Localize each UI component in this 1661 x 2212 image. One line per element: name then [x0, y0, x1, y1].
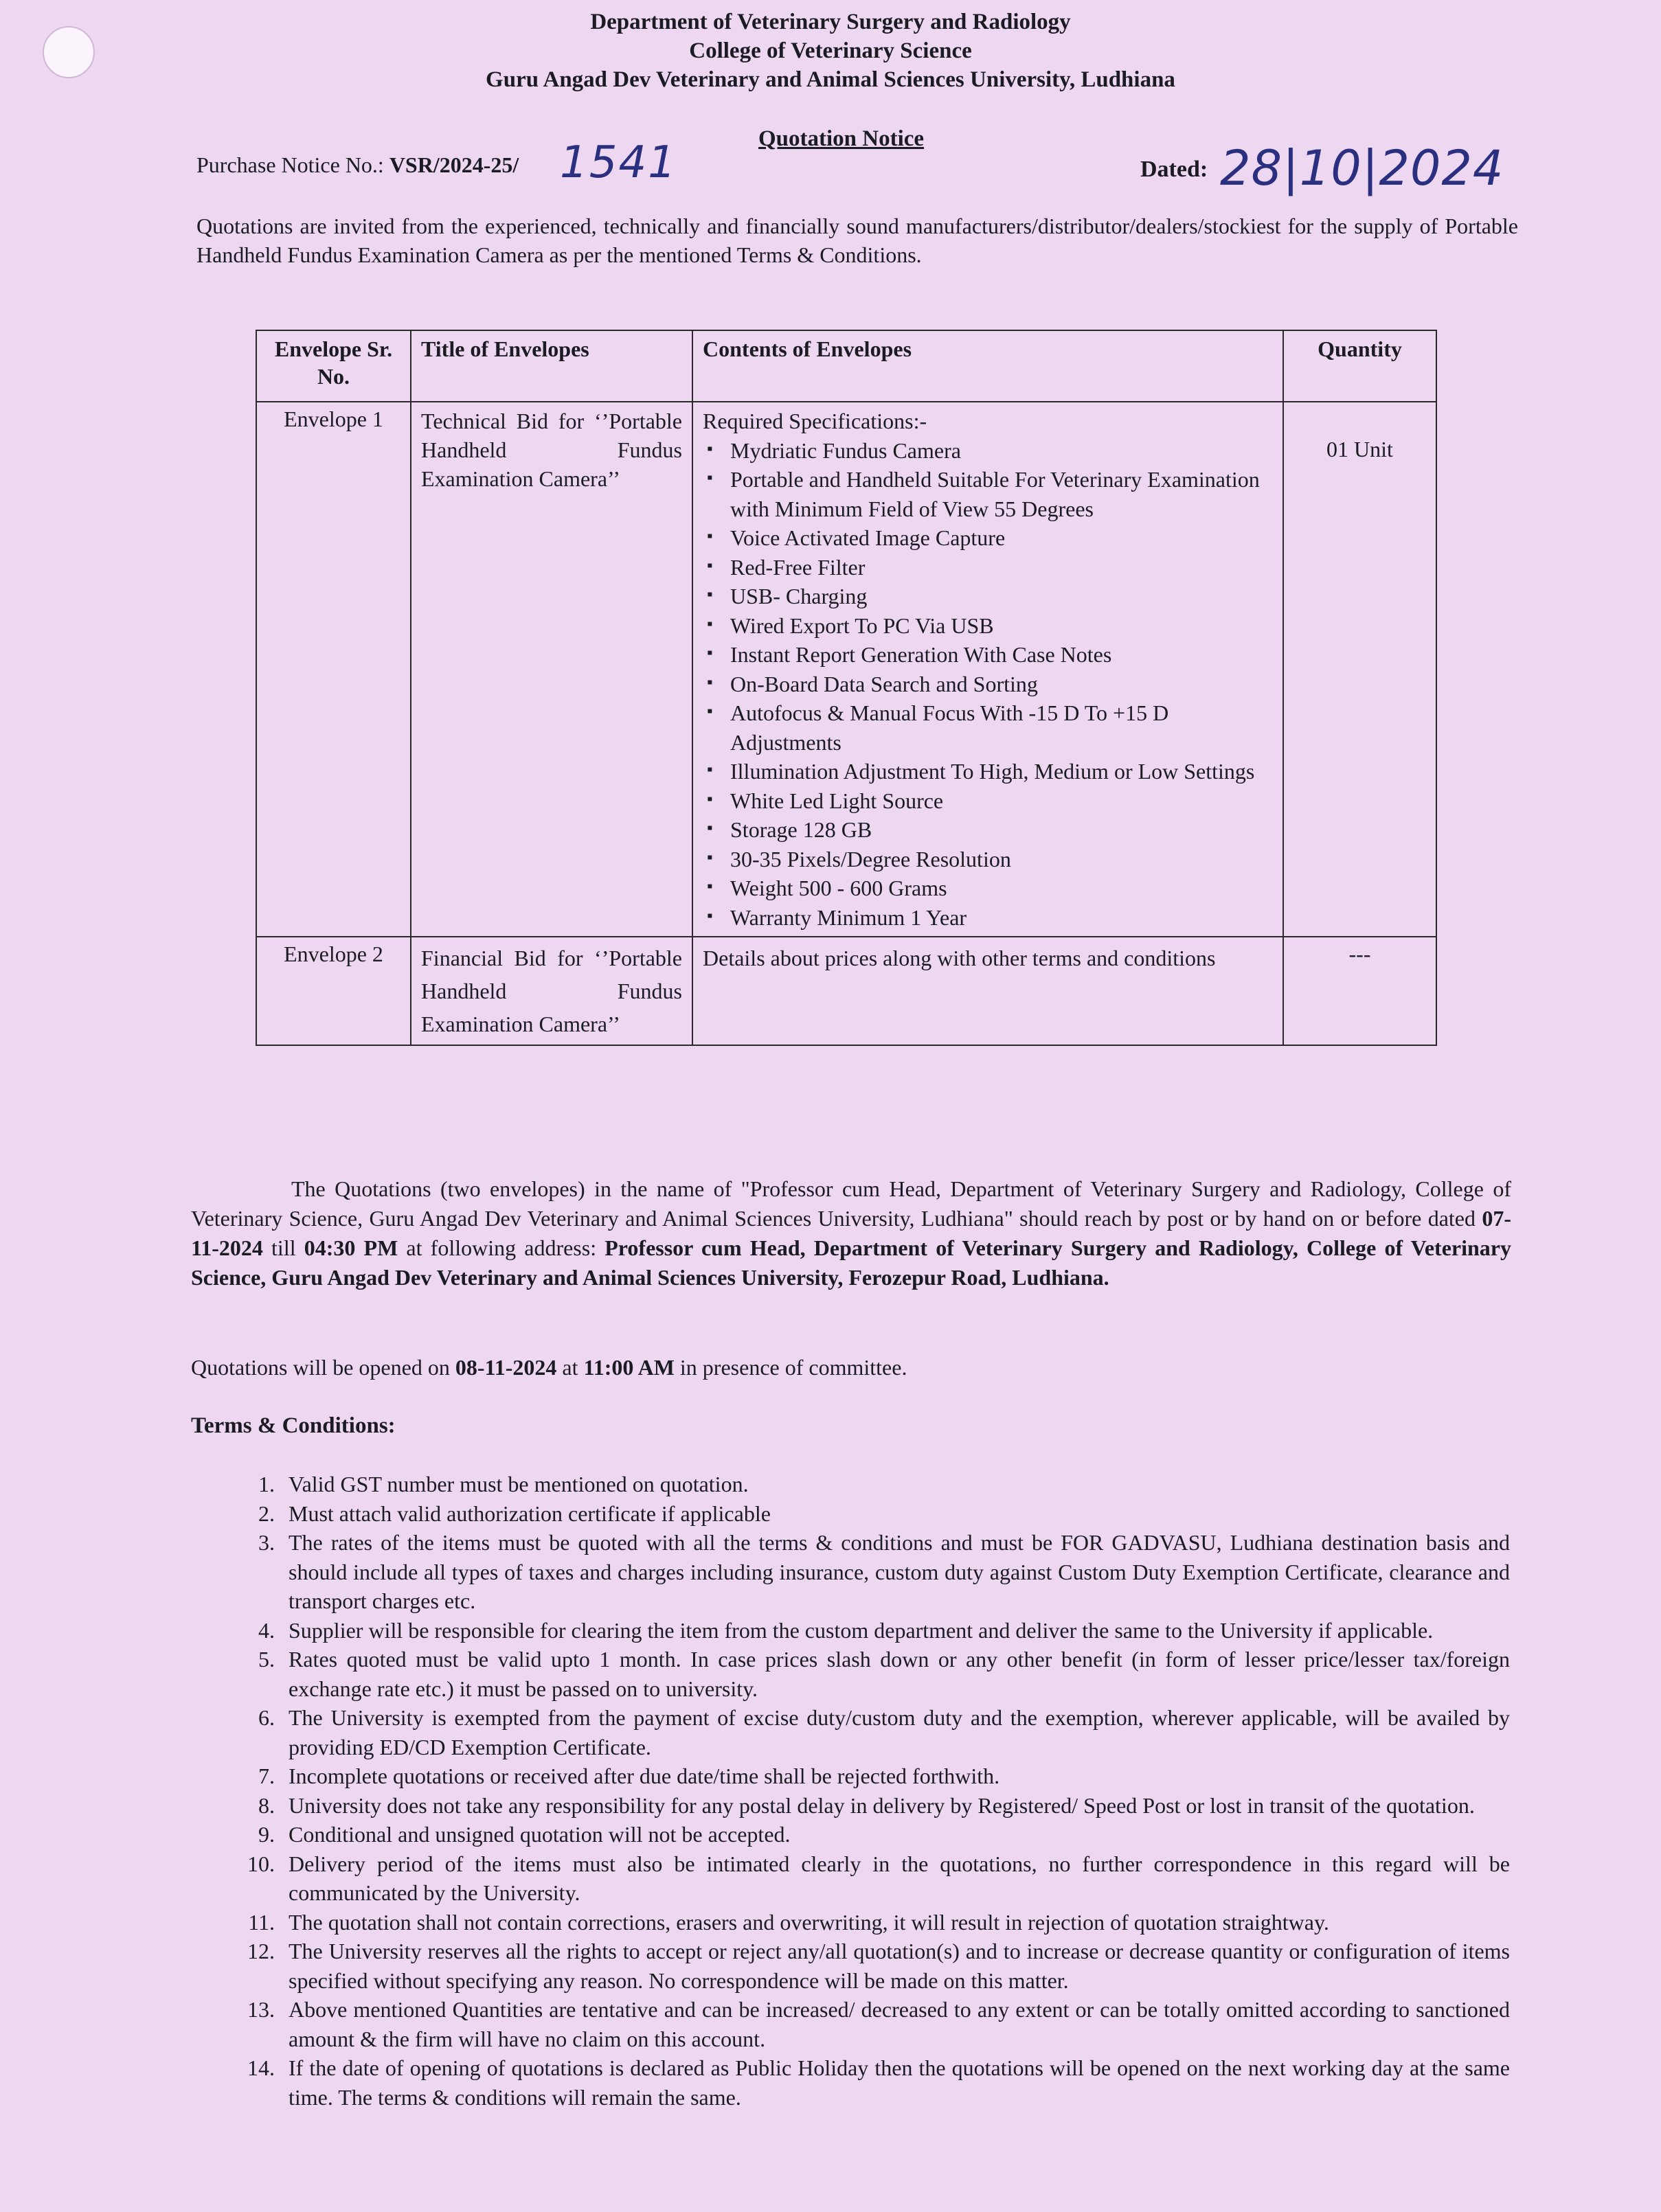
list-item: 10. Delivery period of the items must also be intimated clearly in the quotations, no further correspondence in this regard will be communicated by the University.	[247, 1851, 1510, 1905]
spec-list	[703, 436, 1273, 933]
list-item: 11. The quotation shall not contain corrections, erasers and overwriting, it will result in rejection of quotation straightway.	[248, 1909, 1329, 1935]
list-item: 12. The University reserves all the rights to accept or reject any/all quotation(s) and to increase or decrease quantity or configuration of items specified without specifying any reason. No correspondence will be made on this matter.	[247, 1939, 1510, 1993]
list-item: ▪ Instant Report Generation With Case Notes	[730, 640, 1273, 670]
purchase-notice-label: Purchase Notice No.:	[196, 152, 389, 177]
header-college: College of Veterinary Science	[689, 38, 972, 63]
terms-list	[234, 1470, 1510, 2112]
list-item: ▪ Autofocus & Manual Focus With -15 D To +15 D Adjustments	[730, 698, 1273, 757]
list-item: ▪ On-Board Data Search and Sorting	[730, 670, 1273, 699]
list-item: 1. Valid GST number must be mentioned on quotation.	[258, 1472, 749, 1496]
list-item: ▪ Warranty Minimum 1 Year	[730, 903, 1273, 933]
intro-paragraph: Quotations are invited from the experienced, technically and financially sound manufacturers/distributor/dealers/stockiest for the supply of Portable Handheld Fundus Examination Camera as per the mentioned Terms & Conditions.	[196, 214, 1518, 267]
list-item: ▪ Wired Export To PC Via USB	[730, 611, 1273, 641]
envelope2-sr: Envelope 2	[256, 937, 411, 1045]
list-item: 6. The University is exempted from the payment of excise duty/custom duty and the exemption, wherever applicable, will be availed by providing ED/CD Exemption Certificate.	[258, 1705, 1510, 1759]
handwritten-notice-number: 1541	[560, 137, 677, 188]
list-item: ▪ Voice Activated Image Capture	[730, 523, 1273, 553]
list-item: 7. Incomplete quotations or received after due date/time shall be rejected forthwith.	[258, 1764, 1000, 1788]
notice-title: Quotation Notice	[758, 126, 925, 151]
envelope1-contents	[692, 402, 1283, 937]
submission-paragraph: The Quotations (two envelopes) in the name of "Professor cum Head, Department of Veterinary Surgery and Radiology, College of Veterinary Science, Guru Angad Dev Veterinary and Animal Sciences University, Ludhiana" should reach by post or by hand on or before dated 07-11-2024 till 04:30 PM at following address: Professor cum Head, Department of Veterinary Surgery and Radiology, College of Veterinary Science, Guru Angad Dev Veterinary and Animal Sciences University, Ferozepur Road, Ludhiana.	[191, 1176, 1511, 1290]
handwritten-date: 28|10|2024	[1220, 140, 1504, 196]
envelope1-title: Technical Bid for ‘’Portable Handheld Fundus Examination Camera’’	[411, 402, 692, 937]
header-university: Guru Angad Dev Veterinary and Animal Sciences University, Ludhiana	[486, 67, 1175, 92]
spec-heading: Required Specifications:-	[703, 409, 927, 433]
table-header-row	[256, 330, 1436, 402]
dated-label: Dated:	[1140, 157, 1208, 182]
envelope1-sr: Envelope 1	[256, 402, 411, 937]
table-row	[256, 402, 1436, 937]
list-item: ▪ 30-35 Pixels/Degree Resolution	[730, 845, 1273, 874]
envelope2-title: Financial Bid for ‘’Portable Handheld Fundus Examination Camera’’	[411, 937, 692, 1045]
list-item: 3. The rates of the items must be quoted with all the terms & conditions and must be FOR GADVASU, Ludhiana destination basis and should include all types of taxes and charges including insurance, custom duty against Custom Duty Exemption Certificate, clearance and transport charges etc.	[258, 1530, 1510, 1613]
list-item: ▪ Illumination Adjustment To High, Medium or Low Settings	[730, 757, 1273, 786]
list-item: 14. If the date of opening of quotations is declared as Public Holiday then the quotations will be opened on the next working day at the same time. The terms & conditions will remain the same.	[247, 2055, 1510, 2110]
opening-paragraph: Quotations will be opened on 08-11-2024 at 11:00 AM in presence of committee.	[191, 1355, 907, 1380]
list-item: 2. Must attach valid authorization certificate if applicable	[258, 1501, 771, 1526]
header-contents: Contents of Envelopes	[692, 330, 1283, 402]
header-sr-no: Envelope Sr. No.	[256, 330, 411, 402]
terms-heading: Terms & Conditions:	[191, 1413, 396, 1438]
purchase-notice-prefix: VSR/2024-25/	[389, 152, 519, 177]
envelope2-contents: Details about prices along with other terms and conditions	[692, 937, 1283, 1045]
table-row	[256, 937, 1436, 1045]
purchase-notice-number	[196, 152, 519, 178]
header-quantity: Quantity	[1283, 330, 1436, 402]
envelope2-quantity: ---	[1283, 937, 1436, 1045]
list-item: 5. Rates quoted must be valid upto 1 month. In case prices slash down or any other benefit (in form of lesser price/lesser tax/foreign exchange rate etc.) it must be passed on to university.	[258, 1647, 1510, 1701]
list-item: ▪ USB- Charging	[730, 582, 1273, 611]
list-item: ▪ Weight 500 - 600 Grams	[730, 874, 1273, 903]
list-item: ▪ Mydriatic Fundus Camera	[730, 436, 1273, 466]
list-item: ▪ Storage 128 GB	[730, 815, 1273, 845]
envelope-table	[256, 330, 1437, 1046]
list-item: 13. Above mentioned Quantities are tentative and can be increased/ decreased to any extent or can be totally omitted according to sanctioned amount & the firm will have no claim on this account.	[247, 1997, 1510, 2051]
list-item: ▪ Portable and Handheld Suitable For Veterinary Examination with Minimum Field of View 55 Degrees	[730, 465, 1273, 523]
list-item: ▪ Red-Free Filter	[730, 553, 1273, 582]
header-title: Title of Envelopes	[411, 330, 692, 402]
list-item: ▪ White Led Light Source	[730, 786, 1273, 816]
list-item: 8. University does not take any responsibility for any postal delay in delivery by Registered/ Speed Post or lost in transit of the quotation.	[258, 1792, 1475, 1818]
envelope1-quantity: 01 Unit	[1283, 402, 1436, 937]
list-item: 9. Conditional and unsigned quotation will not be accepted.	[258, 1822, 791, 1847]
header-department: Department of Veterinary Surgery and Radiology	[590, 10, 1071, 34]
list-item: 4. Supplier will be responsible for clearing the item from the custom department and deliver the same to the University if applicable.	[258, 1617, 1434, 1643]
